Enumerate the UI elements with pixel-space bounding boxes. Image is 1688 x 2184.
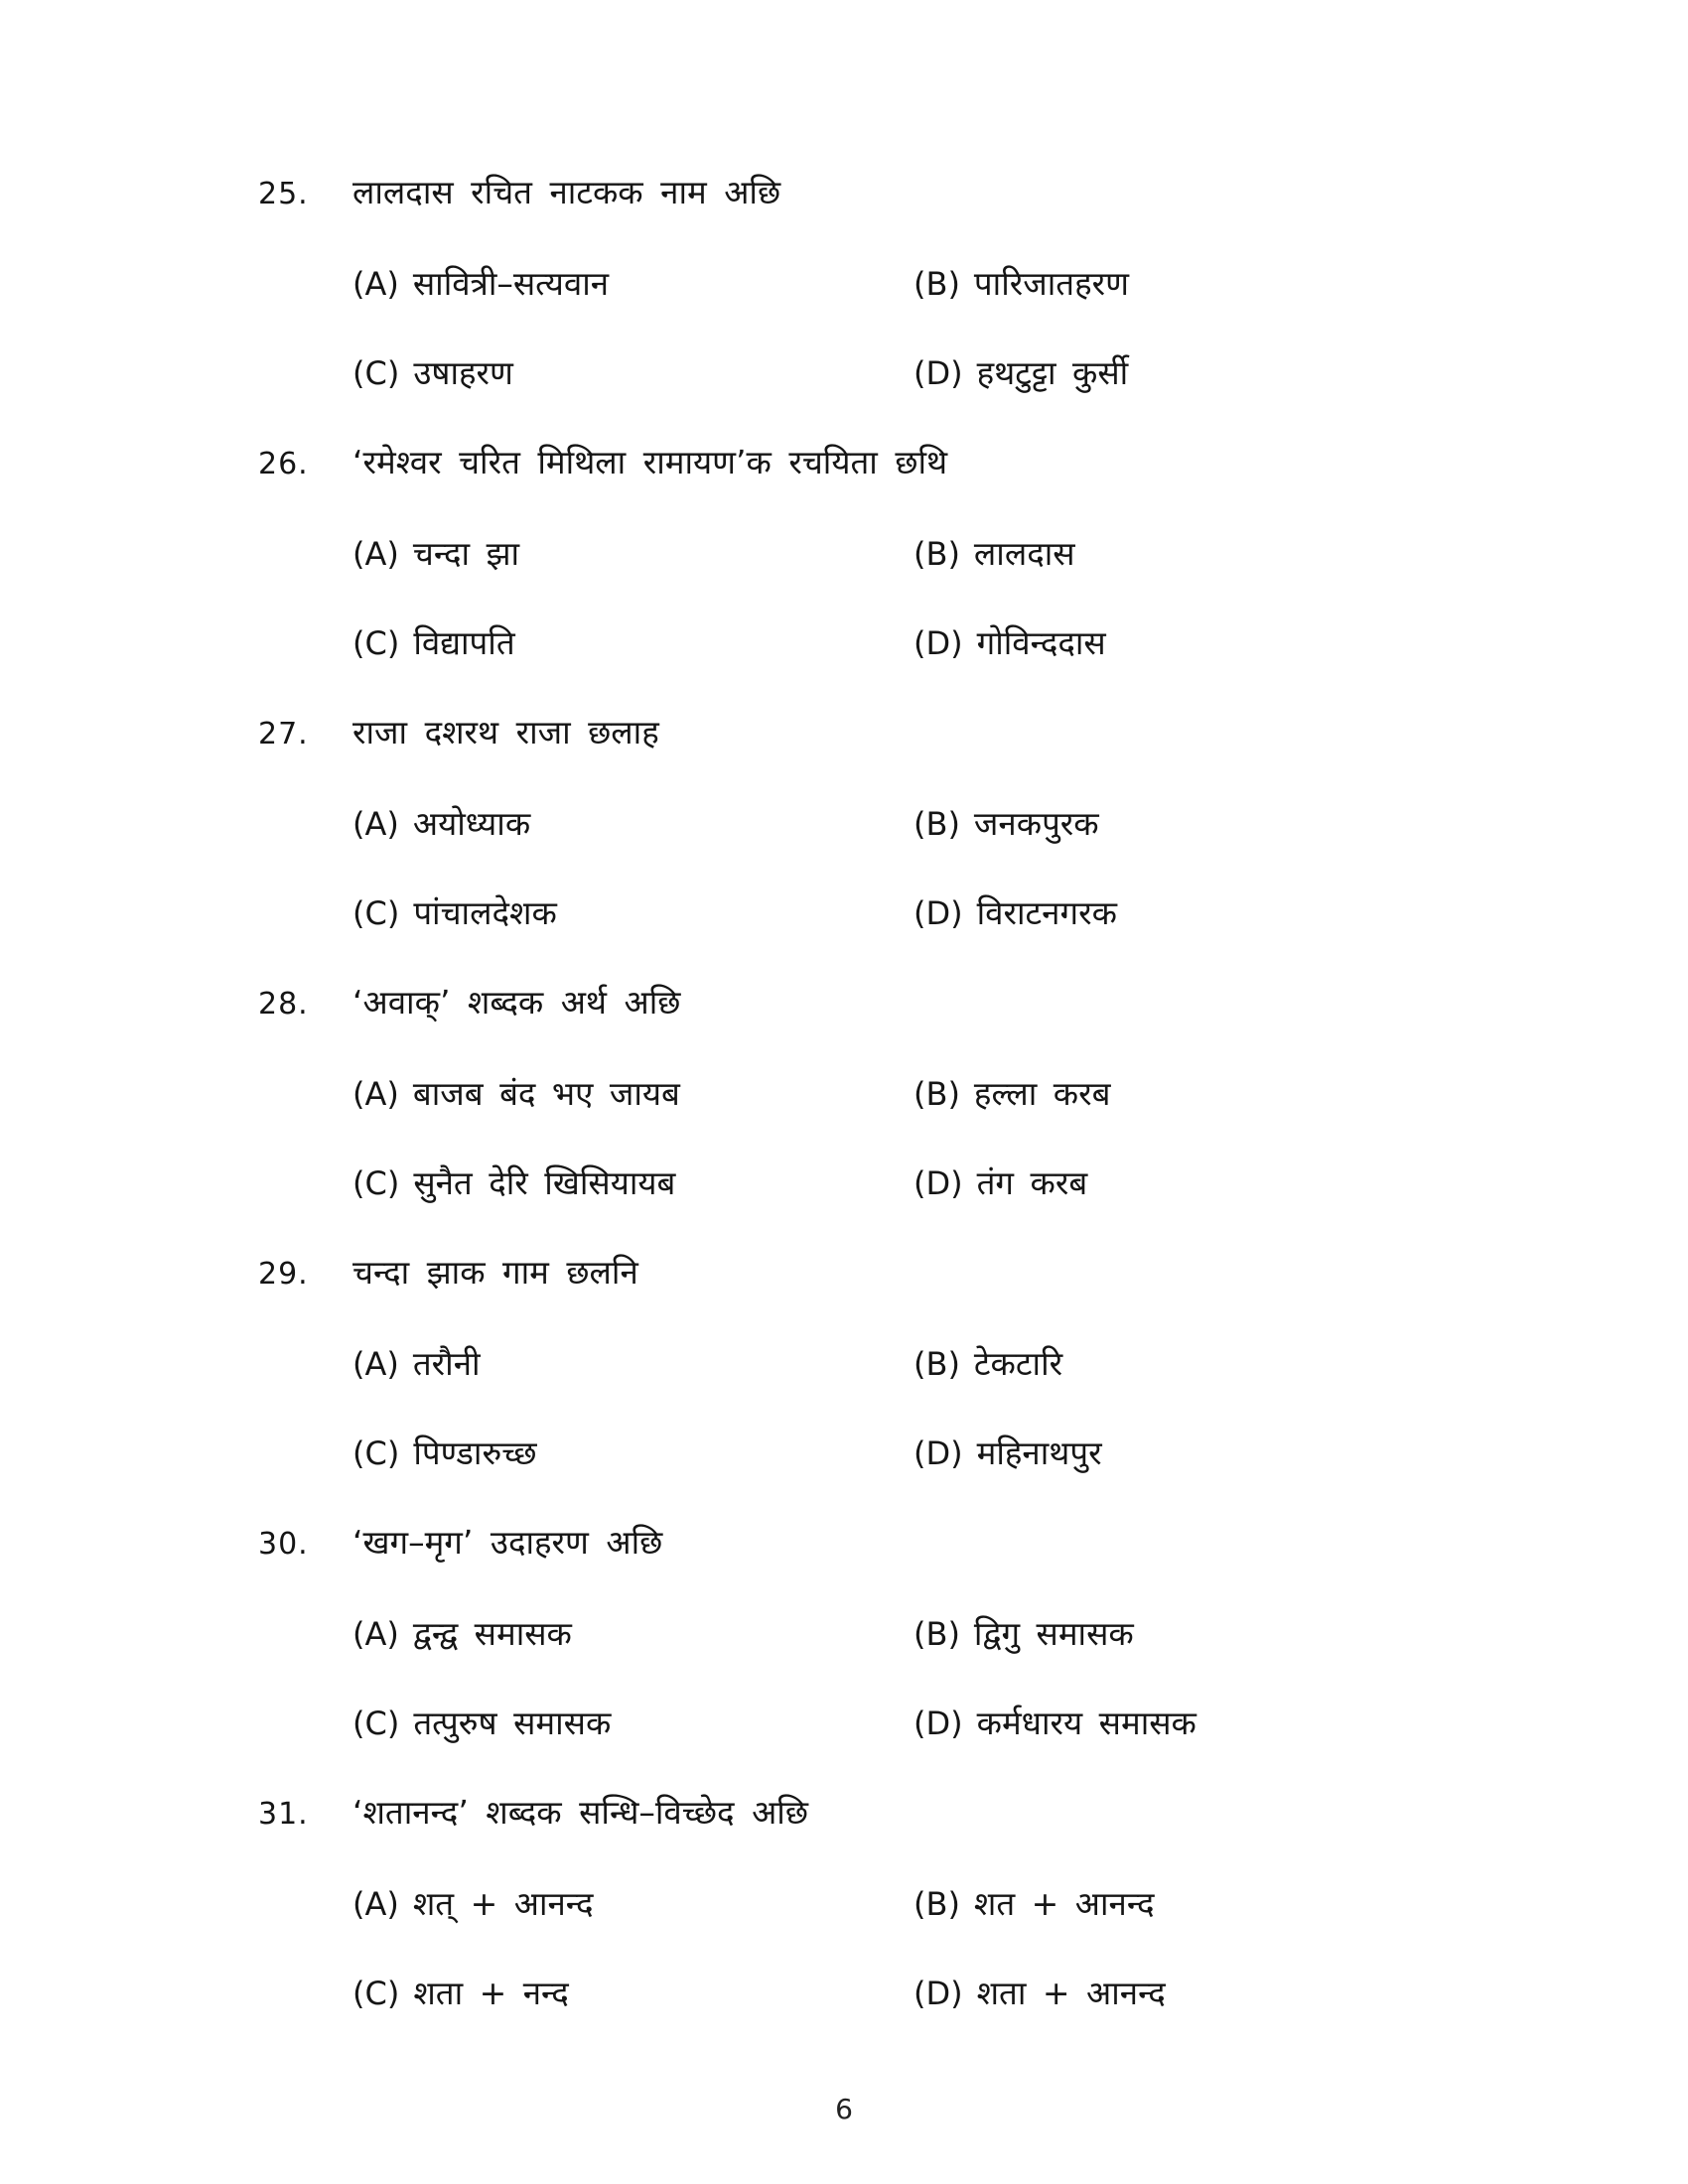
question-text: ‘अवाक्’ शब्दक अर्थ अछि	[352, 983, 681, 1022]
question-28	[258, 981, 1579, 1205]
option-label: (C)	[352, 894, 400, 932]
question-text: ‘खग–मृग’ उदाहरण अछि	[352, 1523, 663, 1562]
option-text: टेकटारि	[973, 1344, 1063, 1383]
option-label: (A)	[352, 1615, 399, 1653]
question-text: राजा दशरथ राजा छलाह	[352, 713, 659, 751]
question-list	[258, 171, 1579, 2061]
option-c	[352, 351, 914, 395]
option-text: शता + आनन्द	[976, 1974, 1166, 2012]
option-label: (A)	[352, 1885, 399, 1923]
option-text: बाजब बंद भए जायब	[412, 1074, 680, 1113]
option-label: (C)	[352, 354, 400, 392]
question-header	[258, 981, 1579, 1026]
question-header	[258, 1521, 1579, 1567]
option-d	[914, 891, 1579, 935]
option-text: सावित्री–सत्यवान	[412, 264, 610, 303]
option-text: उषाहरण	[413, 353, 513, 392]
option-text: चन्दा झा	[412, 534, 520, 573]
option-label: (B)	[914, 1075, 960, 1113]
option-text: शता + नन्द	[413, 1974, 569, 2012]
option-d	[914, 1702, 1579, 1745]
question-header	[258, 1251, 1579, 1297]
option-label: (A)	[352, 805, 399, 843]
option-a	[352, 1072, 914, 1116]
option-label: (B)	[914, 1615, 960, 1653]
option-c	[352, 1432, 914, 1475]
page-number: 6	[835, 2093, 853, 2125]
option-b	[914, 262, 1579, 306]
option-label: (C)	[352, 624, 400, 662]
option-label: (B)	[914, 265, 960, 303]
option-label: (C)	[352, 1705, 400, 1742]
option-a	[352, 802, 914, 846]
question-number: 29.	[258, 1257, 309, 1292]
options-grid	[258, 1072, 1579, 1205]
option-text: विद्यापति	[413, 623, 515, 662]
option-b	[914, 1342, 1579, 1386]
option-c	[352, 1972, 914, 2015]
option-a	[352, 1342, 914, 1386]
option-text: शत् + आनन्द	[412, 1884, 594, 1923]
option-label: (C)	[352, 1975, 400, 2012]
option-label: (D)	[914, 624, 963, 662]
option-text: लालदास	[973, 534, 1075, 573]
option-c	[352, 1702, 914, 1745]
option-label: (D)	[914, 1164, 963, 1202]
option-label: (D)	[914, 1705, 963, 1742]
question-number: 26.	[258, 447, 309, 481]
question-25	[258, 171, 1579, 395]
option-label: (C)	[352, 1434, 400, 1472]
question-29	[258, 1251, 1579, 1475]
option-label: (B)	[914, 1885, 960, 1923]
option-d	[914, 1432, 1579, 1475]
option-text: तरौनी	[412, 1344, 481, 1383]
options-grid	[258, 1882, 1579, 2015]
question-number: 27.	[258, 717, 309, 751]
question-27	[258, 711, 1579, 935]
question-text: लालदास रचित नाटकक नाम अछि	[352, 173, 781, 211]
option-a	[352, 1612, 914, 1656]
option-a	[352, 262, 914, 306]
question-text: ‘रमेश्वर चरित मिथिला रामायण’क रचयिता छथि	[352, 443, 948, 481]
option-a	[352, 1882, 914, 1926]
option-label: (D)	[914, 894, 963, 932]
option-text: हल्ला करब	[973, 1074, 1111, 1113]
option-text: द्विगु समासक	[973, 1614, 1134, 1653]
option-label: (C)	[352, 1164, 400, 1202]
option-a	[352, 532, 914, 576]
options-grid	[258, 532, 1579, 665]
option-c	[352, 621, 914, 665]
option-d	[914, 621, 1579, 665]
options-grid	[258, 262, 1579, 395]
option-text: पारिजातहरण	[973, 264, 1129, 303]
option-text: हथटुट्टा कुर्सी	[976, 353, 1129, 392]
option-text: गोविन्ददास	[976, 623, 1106, 662]
option-d	[914, 1161, 1579, 1205]
options-grid	[258, 802, 1579, 935]
option-b	[914, 1882, 1579, 1926]
option-c	[352, 891, 914, 935]
question-30	[258, 1521, 1579, 1745]
option-label: (A)	[352, 1075, 399, 1113]
option-d	[914, 1972, 1579, 2015]
option-text: अयोध्याक	[412, 804, 531, 843]
option-label: (A)	[352, 535, 399, 573]
question-header	[258, 171, 1579, 216]
question-26	[258, 441, 1579, 665]
option-label: (D)	[914, 1434, 963, 1472]
option-label: (D)	[914, 1975, 963, 2012]
option-label: (B)	[914, 805, 960, 843]
option-b	[914, 532, 1579, 576]
option-label: (B)	[914, 535, 960, 573]
question-number: 31.	[258, 1797, 309, 1832]
option-label: (B)	[914, 1345, 960, 1383]
option-text: पिण्डारुच्छ	[413, 1433, 537, 1472]
option-text: तंग करब	[976, 1163, 1088, 1202]
options-grid	[258, 1612, 1579, 1745]
options-grid	[258, 1342, 1579, 1475]
option-b	[914, 802, 1579, 846]
option-text: शत + आनन्द	[973, 1884, 1155, 1923]
option-text: पांचालदेशक	[413, 893, 557, 932]
option-text: जनकपुरक	[973, 804, 1099, 843]
option-text: तत्पुरुष समासक	[413, 1704, 612, 1742]
question-header	[258, 711, 1579, 756]
option-c	[352, 1161, 914, 1205]
question-31	[258, 1791, 1579, 2015]
question-number: 28.	[258, 987, 309, 1022]
option-b	[914, 1072, 1579, 1116]
question-header	[258, 441, 1579, 486]
option-text: द्वन्द्व समासक	[412, 1614, 572, 1653]
question-header	[258, 1791, 1579, 1837]
option-text: सुनैत देरि खिसियायब	[413, 1163, 676, 1202]
option-text: महिनाथपुर	[976, 1433, 1102, 1472]
option-text: कर्मधारय समासक	[976, 1704, 1196, 1742]
option-d	[914, 351, 1579, 395]
option-label: (D)	[914, 354, 963, 392]
question-text: ‘शतानन्द’ शब्दक सन्धि–विच्छेद अछि	[352, 1793, 808, 1832]
question-text: चन्दा झाक गाम छलनि	[352, 1253, 638, 1292]
question-number: 25.	[258, 177, 309, 211]
option-text: विराटनगरक	[976, 893, 1117, 932]
option-label: (A)	[352, 265, 399, 303]
option-b	[914, 1612, 1579, 1656]
question-number: 30.	[258, 1527, 309, 1562]
option-label: (A)	[352, 1345, 399, 1383]
